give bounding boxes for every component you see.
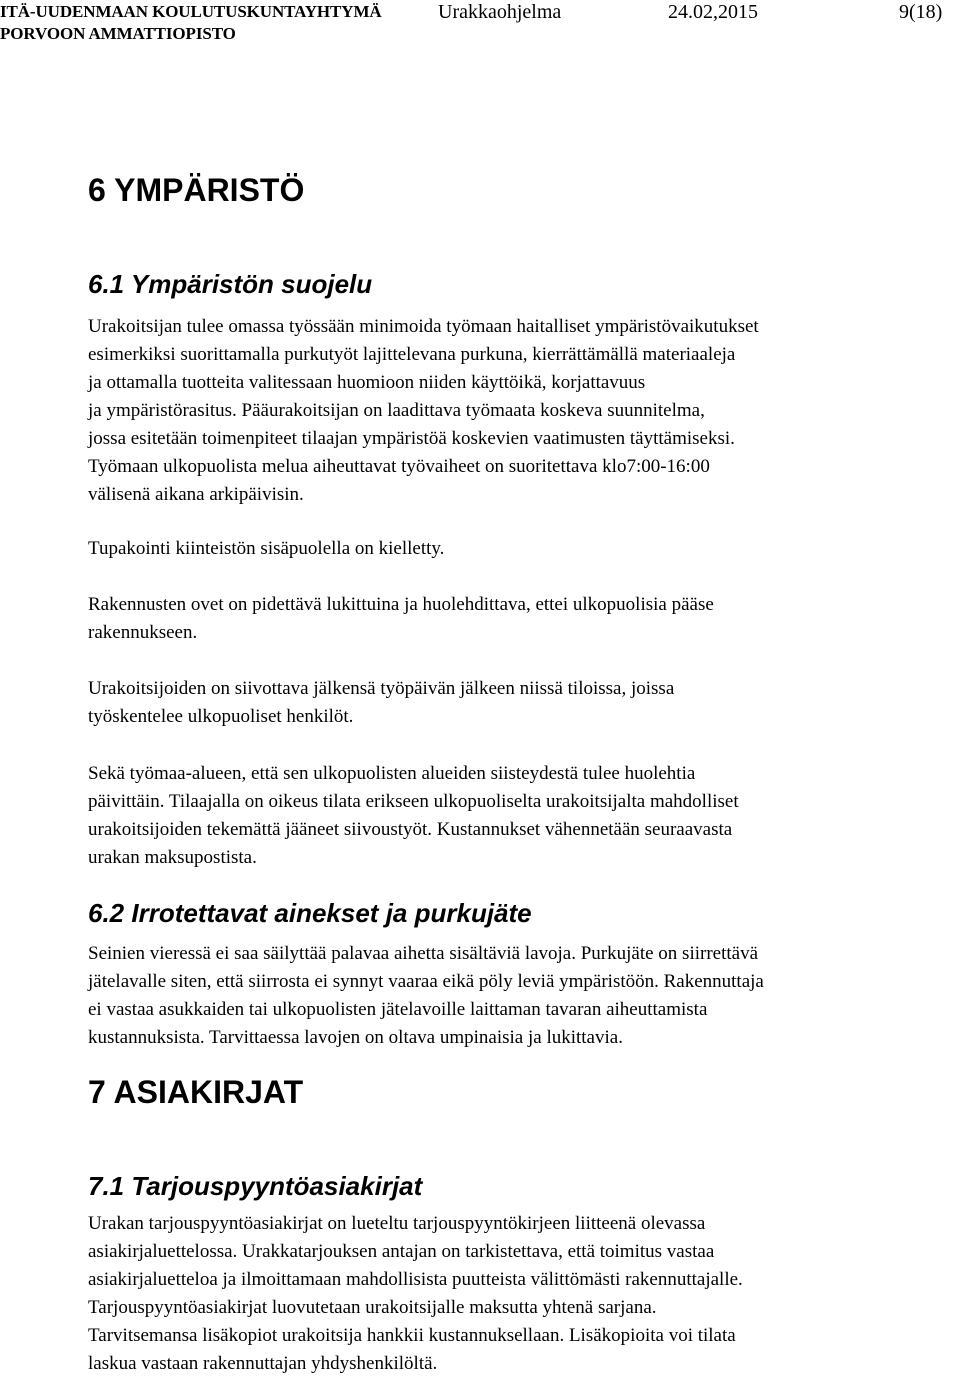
document-date: 24.02,2015 — [668, 1, 758, 23]
section-6-heading: 6 YMPÄRISTÖ — [88, 172, 305, 208]
text-line: Urakan tarjouspyyntöasiakirjat on lueteltu tarjouspyyntökirjeen liitteenä olevassa — [88, 1213, 706, 1234]
school-name: PORVOON AMMATTIOPISTO — [0, 24, 236, 43]
text-line: Tarvitsemansa lisäkopiot urakoitsija hankkii kustannuksellaan. Lisäkopioita voi tilata — [88, 1325, 736, 1346]
section-6-2-heading: 6.2 Irrotettavat ainekset ja purkujäte — [88, 898, 532, 928]
text-line: ei vastaa asukkaiden tai ulkopuolisten jätelavoille laittaman tavaran aiheuttamista — [88, 999, 708, 1020]
text-line: työskentelee ulkopuoliset henkilöt. — [88, 706, 354, 727]
paragraph-6-1-tidiness — [88, 760, 960, 872]
paragraph-7-1-documents — [88, 1210, 960, 1378]
text-line: kustannuksista. Tarvittaessa lavojen on oltava umpinaisia ja lukittavia. — [88, 1027, 623, 1048]
page-number: 9(18) — [899, 1, 943, 23]
text-line: Tupakointi kiinteistön sisäpuolella on kielletty. — [88, 538, 445, 559]
text-line: Työmaan ulkopuolista melua aiheuttavat työvaiheet on suoritettava klo7:00-16:00 — [88, 456, 710, 477]
text-line: välisenä aikana arkipäivisin. — [88, 484, 304, 505]
text-line: asiakirjaluetteloa ja ilmoittamaan mahdollisista puutteista välittömästi rakennuttajalle. — [88, 1269, 743, 1290]
text-line: ja ympäristörasitus. Pääurakoitsijan on laadittava työmaata koskeva suunnitelma, — [88, 400, 705, 421]
page-header — [0, 0, 960, 50]
text-line: ja ottamalla tuotteita valitessaan huomioon niiden käyttöikä, korjattavuus — [88, 372, 646, 393]
section-7-heading: 7 ASIAKIRJAT — [88, 1074, 304, 1110]
text-line: Tarjouspyyntöasiakirjat luovutetaan urakoitsijalle maksutta yhtenä sarjana. — [88, 1297, 657, 1318]
text-line: Rakennusten ovet on pidettävä lukittuina ja huolehdittava, ettei ulkopuolisia pääse — [88, 594, 714, 615]
paragraph-6-2-waste — [88, 940, 960, 1052]
section-7-1-heading: 7.1 Tarjouspyyntöasiakirjat — [88, 1171, 423, 1201]
text-line: päivittäin. Tilaajalla on oikeus tilata erikseen ulkopuoliselta urakoitsijalta mahdolliset — [88, 791, 739, 812]
text-line: Sekä työmaa-alueen, että sen ulkopuolisten alueiden siisteydestä tulee huolehtia — [88, 763, 696, 784]
text-line: rakennukseen. — [88, 622, 198, 643]
section-6-1-heading: 6.1 Ympäristön suojelu — [88, 269, 373, 299]
text-line: Seinien vieressä ei saa säilyttää palavaa aihetta sisältäviä lavoja. Purkujäte on siirrettävä — [88, 943, 759, 964]
text-line: laskua vastaan rakennuttajan yhdyshenkilöltä. — [88, 1353, 438, 1374]
paragraph-6-1-smoking — [88, 535, 960, 563]
document-title: Urakkaohjelma — [438, 1, 562, 23]
paragraph-6-1-cleaning — [88, 675, 960, 731]
text-line: urakan maksupostista. — [88, 847, 257, 868]
text-line: jossa esitetään toimenpiteet tilaajan ympäristöä koskevien vaatimusten täyttämiseksi. — [88, 428, 735, 449]
paragraph-6-1-doors — [88, 591, 960, 647]
text-line: asiakirjaluettelossa. Urakkatarjouksen antajan on tarkistettava, että toimitus vastaa — [88, 1241, 715, 1262]
organization-name: ITÄ-UUDENMAAN KOULUTUSKUNTAYHTYMÄ — [0, 2, 382, 21]
text-line: jätelavalle siten, että siirrosta ei synnyt vaaraa eikä pöly leviä ympäristöön. Rakennuttaja — [88, 971, 764, 992]
text-line: Urakoitsijan tulee omassa työssään minimoida työmaan haitalliset ympäristövaikutukset — [88, 316, 759, 337]
text-line: esimerkiksi suorittamalla purkutyöt lajittelevana purkuna, kierrättämällä materiaaleja — [88, 344, 736, 365]
text-line: Urakoitsijoiden on siivottava jälkensä työpäivän jälkeen niissä tiloissa, joissa — [88, 678, 675, 699]
paragraph-6-1-environment — [88, 313, 960, 509]
text-line: urakoitsijoiden tekemättä jääneet siivoustyöt. Kustannukset vähennetään seuraavasta — [88, 819, 733, 840]
